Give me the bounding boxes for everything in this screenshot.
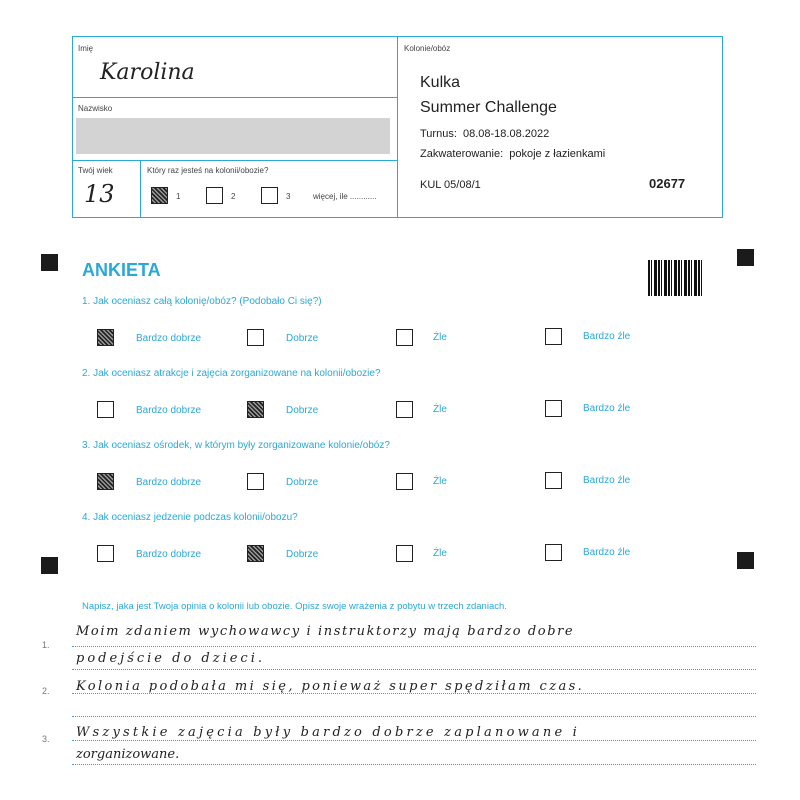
name-label: Imię <box>78 44 94 53</box>
times-option-1-checkbox[interactable] <box>151 187 168 204</box>
q4-option-zle-label: Źle <box>433 548 447 559</box>
name-value: Karolina <box>100 60 195 85</box>
q4-option-bardzo-zle-label: Bardzo źle <box>583 547 631 558</box>
registration-marker-top-right <box>737 249 754 266</box>
q2-option-dobrze-label: Dobrze <box>286 405 319 416</box>
registration-marker-bottom-left <box>41 557 58 574</box>
q4-option-dobrze-label: Dobrze <box>286 549 319 560</box>
q4-option-zle-checkbox[interactable] <box>396 545 413 562</box>
opinion-number-3: 3. <box>42 734 50 744</box>
q2-option-bardzo-dobrze-label: Bardzo dobrze <box>136 405 202 416</box>
camp-code: KUL 05/08/1 <box>420 179 481 191</box>
q1-option-dobrze-checkbox[interactable] <box>247 329 264 346</box>
opinion-prompt: Napisz, jaka jest Twoja opinia o kolonii lub obozie. Opisz swoje wrażenia z pobytu w trzech zdaniach. <box>82 601 507 612</box>
q3-option-bardzo-dobrze-checkbox[interactable] <box>97 473 114 490</box>
age-label: Twój wiek <box>78 166 113 175</box>
q1-option-zle-label: Źle <box>433 332 447 343</box>
registration-marker-top-left <box>41 254 58 271</box>
times-option-2-label: 2 <box>231 192 236 201</box>
q1-option-bardzo-zle-checkbox[interactable] <box>545 328 562 345</box>
q4-option-bardzo-zle-checkbox[interactable] <box>545 544 562 561</box>
q2-option-bardzo-dobrze-checkbox[interactable] <box>97 401 114 418</box>
writing-line <box>72 740 756 741</box>
question-4-text: 4. Jak oceniasz jedzenie podczas kolonii/obozu? <box>82 512 298 523</box>
opinion-number-2: 2. <box>42 686 50 696</box>
q1-option-bardzo-dobrze-label: Bardzo dobrze <box>136 333 202 344</box>
question-2-text: 2. Jak oceniasz atrakcje i zajęcia zorganizowane na kolonii/obozie? <box>82 368 381 379</box>
writing-line <box>72 716 756 717</box>
writing-line <box>72 764 756 765</box>
times-label: Który raz jesteś na kolonii/obozie? <box>147 166 269 175</box>
q2-option-zle-label: Źle <box>433 404 447 415</box>
writing-line <box>72 646 756 647</box>
opinion-line-3a: Wszystkie zajęcia były bardzo dobrze zaplanowane i <box>76 725 581 740</box>
q4-option-bardzo-dobrze-label: Bardzo dobrze <box>136 549 202 560</box>
question-1-text: 1. Jak oceniasz całą kolonię/obóz? (Podobało Ci się?) <box>82 296 322 307</box>
turnus-text: Turnus: 08.08-18.08.2022 <box>420 128 550 140</box>
camp-name: Kulka <box>420 74 461 91</box>
q1-option-bardzo-dobrze-checkbox[interactable] <box>97 329 114 346</box>
opinion-line-1a: Moim zdaniem wychowawcy i instruktorzy mają bardzo dobre <box>76 624 575 639</box>
header-divider <box>397 36 398 217</box>
q4-option-dobrze-checkbox[interactable] <box>247 545 264 562</box>
surname-divider <box>72 160 398 161</box>
age-divider <box>140 160 141 217</box>
q1-option-zle-checkbox[interactable] <box>396 329 413 346</box>
q1-option-bardzo-zle-label: Bardzo źle <box>583 331 631 342</box>
times-option-2-checkbox[interactable] <box>206 187 223 204</box>
q3-option-zle-checkbox[interactable] <box>396 473 413 490</box>
survey-title: ANKIETA <box>82 260 161 280</box>
q2-option-bardzo-zle-label: Bardzo źle <box>583 403 631 414</box>
writing-line <box>72 669 756 670</box>
times-option-1-label: 1 <box>176 192 181 201</box>
times-more-label: więcej, ile ............ <box>313 192 377 201</box>
opinion-line-2: Kolonia podobała mi się, ponieważ super spędziłam czas. <box>76 679 585 694</box>
camp-program: Summer Challenge <box>420 99 557 116</box>
times-option-3-checkbox[interactable] <box>261 187 278 204</box>
q3-option-bardzo-dobrze-label: Bardzo dobrze <box>136 477 202 488</box>
opinion-number-1: 1. <box>42 640 50 650</box>
name-divider <box>72 97 398 98</box>
q1-option-dobrze-label: Dobrze <box>286 333 319 344</box>
q3-option-dobrze-label: Dobrze <box>286 477 319 488</box>
registration-marker-bottom-right <box>737 552 754 569</box>
question-3-text: 3. Jak oceniasz ośrodek, w którym były zorganizowane kolonie/obóz? <box>82 440 390 451</box>
q3-option-dobrze-checkbox[interactable] <box>247 473 264 490</box>
q3-option-bardzo-zle-label: Bardzo źle <box>583 475 631 486</box>
accommodation-text: Zakwaterowanie: pokoje z łazienkami <box>420 148 606 160</box>
surname-label: Nazwisko <box>78 104 113 113</box>
opinion-line-1b: podejście do dzieci. <box>76 651 266 666</box>
opinion-line-3b: zorganizowane. <box>76 747 180 762</box>
q3-option-bardzo-zle-checkbox[interactable] <box>545 472 562 489</box>
q2-option-bardzo-zle-checkbox[interactable] <box>545 400 562 417</box>
q3-option-zle-label: Źle <box>433 476 447 487</box>
form-number: 02677 <box>649 176 686 191</box>
age-value: 13 <box>84 180 115 208</box>
q2-option-dobrze-checkbox[interactable] <box>247 401 264 418</box>
surname-redacted <box>76 118 390 154</box>
barcode <box>648 260 702 296</box>
q4-option-bardzo-dobrze-checkbox[interactable] <box>97 545 114 562</box>
q2-option-zle-checkbox[interactable] <box>396 401 413 418</box>
times-option-3-label: 3 <box>286 192 291 201</box>
camp-label: Kolonie/obóz <box>404 44 451 53</box>
